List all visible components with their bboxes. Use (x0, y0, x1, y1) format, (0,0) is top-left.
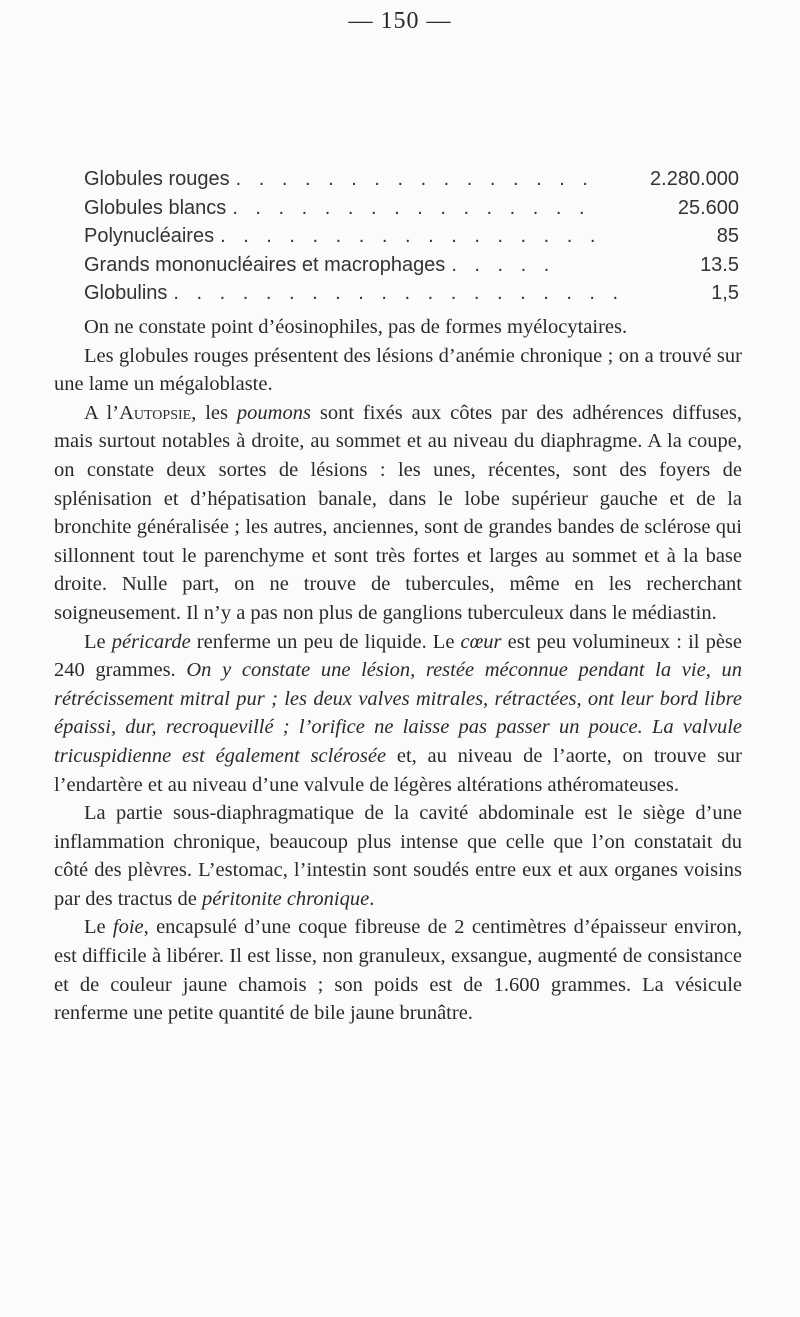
table-row (84, 197, 739, 226)
text-run: , encapsulé d’une coque fibreuse de 2 centimètres d’épaisseur environ, est difficile à libérer. Il est lisse, non granuleux, exsangue, augmenté de consistance et de couleur jaune chamois ; son poids est de 1.600 grammes. La vésicule renferme une petite quantité de bile jaune brunâtre. (54, 916, 742, 1025)
leader-dots: . . . . . . . . . . . . . . . . (235, 168, 594, 190)
text-run: , les (191, 401, 237, 424)
text-run: renferme un peu de liquide. Le (190, 630, 461, 653)
poumons-term: poumons (236, 401, 311, 424)
leader-dots: . . . . . (451, 253, 556, 276)
table-row (84, 225, 739, 254)
text-run: A l’ (84, 401, 120, 424)
paragraph-eosinophiles: On ne constate point d’éosinophiles, pas de formes myélocytaires. (84, 316, 628, 338)
text-run: sont fixés aux côtes par des adhérences diffuses, mais surtout notables à droite, au sommet et au niveau du diaphragme. A la coupe, on constate deux sortes de lésions : les unes, récentes, sont des foyers de splénisation et d’hépatisation banale, dans le lobe supérieur gauche et de la bronchite généralisée ; les autres, anciennes, sont de grandes bandes de sclérose qui sillonnent tout le parenchyme et sont très fortes et larges au sommet et à la base droite. Nulle part, on ne trouve de tubercules, même en les recherchant soigneusement. Il n’y a pas non plus de ganglions tuberculeux dans le médiastin. (54, 401, 743, 624)
row-label: Globulins (84, 282, 168, 304)
paragraph-abdominale (54, 799, 742, 913)
paragraph-autopsie (54, 399, 742, 628)
blood-count-table (84, 168, 739, 311)
text-run: La partie sous-diaphragmatique de la cavité abdominale est le siège d’une inflammation chronique, beaucoup plus intense que celle que l’on constatait du côté des plèvres. L’estomac, l’intestin sont soudés entre eux et aux organes voisins par des tractus de (54, 802, 742, 910)
text-run: Le (84, 630, 112, 653)
table-row (84, 168, 739, 197)
row-value: 85 (716, 225, 739, 247)
row-value: 2.280.000 (650, 168, 739, 190)
table-row (84, 282, 739, 311)
leader-dots: . . . . . . . . . . . . . . . . . . . . (173, 282, 625, 304)
row-value: 13.5 (700, 253, 739, 276)
row-label: Globules rouges (84, 168, 230, 190)
coeur-term: cœur (460, 630, 502, 653)
autopsie-term: Autopsie (119, 401, 192, 424)
page-number: — 150 — (348, 8, 452, 34)
text-run: Le (84, 916, 113, 939)
row-label: Grands mononucléaires et macrophages (84, 253, 446, 276)
mitral-lesion-text: On y constate une lésion, restée méconnue pendant la vie, un rétrécissement mitral pur ; les deux valves mitrales, rétractées, ont leur bord libre épaissi, dur, recroquevillé ; l’orifice ne laisse pas passer un pouce. La valvule tricuspidienne est également sclérosée (54, 659, 742, 767)
paragraph-globules: Les globules rouges présentent des lésions d’anémie chronique ; on a trouvé sur une lame un mégaloblaste. (54, 344, 742, 396)
row-label: Globules blancs (84, 196, 227, 219)
table-row (84, 254, 739, 283)
body-text (54, 313, 742, 1028)
text-run: et, au niveau de l’aorte, on trouve sur l’endartère et au niveau d’une valvule de légères altérations athéromateuses. (54, 744, 743, 796)
row-label: Polynucléaires (84, 225, 215, 247)
pericarde-term: péricarde (111, 630, 191, 653)
row-value: 25.600 (677, 196, 739, 219)
leader-dots: . . . . . . . . . . . . . . . . . (220, 225, 602, 247)
text-run: . (369, 887, 375, 910)
row-value: 1,5 (711, 282, 739, 304)
peritonite-term: péritonite chronique (202, 887, 370, 910)
foie-term: foie (112, 916, 144, 939)
paragraph-foie (54, 913, 742, 1027)
text-run: est peu volumineux : il pèse 240 grammes. (54, 630, 742, 682)
leader-dots: . . . . . . . . . . . . . . . . (232, 196, 591, 219)
paragraph-pericarde (54, 628, 742, 800)
